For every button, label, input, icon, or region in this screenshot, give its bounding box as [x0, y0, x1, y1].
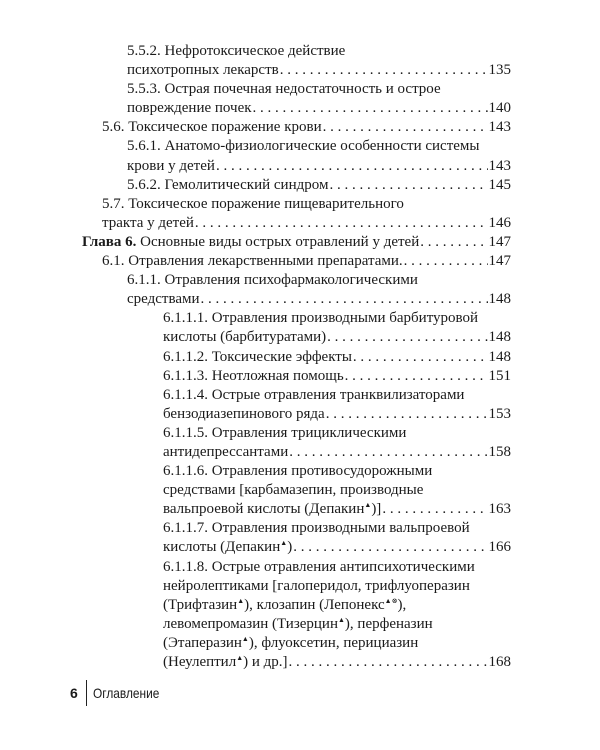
- toc-entry[interactable]: [0, 176, 600, 195]
- toc-title-text: (Этаперазин▲), флуоксетин, перициазин: [163, 634, 419, 651]
- toc-title-text: (Трифтазин▲), клозапин (Лепонекс▲⊗),: [163, 596, 407, 613]
- dot-leader: [289, 653, 488, 672]
- trademark-mark-icon: ▲: [236, 654, 244, 662]
- toc-title-text: 6.1.1.8. Острые отравления антипсихотическими: [163, 558, 475, 575]
- table-of-contents: [0, 42, 600, 672]
- toc-entry[interactable]: [0, 118, 600, 137]
- toc-entry-line: [82, 233, 511, 252]
- dot-leader: [201, 290, 488, 309]
- trademark-mark-icon: ▲: [364, 501, 372, 510]
- toc-title-text: 6.1.1.1. Отравления производными барбитуровой: [163, 310, 479, 327]
- toc-entry-line: [163, 443, 511, 462]
- toc-title-text: 6.1.1. Отравления психофармакологическими: [127, 272, 418, 289]
- toc-entry-title: [102, 252, 403, 271]
- running-header-title: Оглавление: [93, 685, 160, 701]
- toc-entry-title: [127, 138, 479, 154]
- toc-title-text: крови у детей: [127, 157, 215, 174]
- toc-entry-line: [163, 519, 511, 538]
- toc-entry-title: [163, 463, 432, 479]
- trademark-mark-icon: ▲: [241, 634, 249, 643]
- toc-entry-line: [127, 157, 511, 176]
- toc-entry-title: [127, 290, 200, 309]
- toc-title-text: антидепрессантами: [163, 443, 289, 460]
- dot-leader: [420, 233, 487, 252]
- toc-entry-line: [163, 405, 511, 424]
- toc-entry[interactable]: [0, 558, 600, 673]
- toc-entry[interactable]: [0, 386, 600, 424]
- toc-title-text: 6.1.1.3. Неотложная помощь: [163, 367, 344, 384]
- dot-leader: [323, 118, 488, 137]
- dot-leader: [293, 538, 487, 557]
- dot-leader: [289, 443, 487, 462]
- toc-page-number: 145: [488, 176, 511, 193]
- toc-title-text: 5.6.2. Гемолитический синдром: [127, 176, 329, 193]
- toc-page-number: 140: [488, 100, 511, 117]
- toc-entry-title: [163, 348, 352, 367]
- toc-page-number: 148: [488, 329, 511, 346]
- toc-entry-line: [163, 367, 511, 386]
- toc-entry-line: [102, 118, 511, 137]
- dot-leader: [353, 348, 488, 367]
- toc-title-text: кислоты (Депакин▲): [163, 539, 293, 556]
- toc-title-text: средствами [карбамазепин, производные: [163, 482, 424, 499]
- toc-entry-title: [127, 43, 345, 59]
- toc-title-text: 6.1.1.5. Отравления трициклическими: [163, 424, 407, 441]
- toc-title-text: тракта у детей: [102, 214, 194, 231]
- toc-page-number: 143: [488, 157, 511, 174]
- toc-entry-line: [163, 500, 511, 519]
- toc-entry[interactable]: [0, 137, 600, 175]
- toc-entry-line: [163, 558, 511, 577]
- toc-page-number: 158: [488, 443, 511, 460]
- toc-page-number: 151: [488, 367, 511, 384]
- toc-page-number: 146: [488, 214, 511, 231]
- toc-entry-title: [163, 538, 292, 557]
- toc-title-text: 6.1.1.4. Острые отравления транквилизаторами: [163, 386, 465, 403]
- toc-entry[interactable]: [0, 271, 600, 309]
- chapter-label: Глава 6.: [82, 233, 137, 250]
- toc-entry-line: [127, 61, 511, 80]
- dot-leader: [253, 99, 488, 118]
- toc-entry-title: [163, 405, 325, 424]
- toc-title-text: средствами: [127, 291, 200, 308]
- toc-entry-title: [102, 118, 322, 137]
- toc-entry-line: [127, 99, 511, 118]
- toc-entry[interactable]: [0, 80, 600, 118]
- toc-entry-line: [163, 309, 511, 328]
- toc-entry-line: [127, 42, 511, 61]
- toc-entry[interactable]: [0, 233, 600, 252]
- toc-entry-line: [127, 176, 511, 195]
- toc-title-text: психотропных лекарств: [127, 62, 279, 79]
- toc-entry-line: [163, 538, 511, 557]
- dot-leader: [404, 252, 488, 271]
- toc-title-text: 6.1.1.7. Отравления производными вальпроевой: [163, 520, 470, 537]
- toc-entry-title: [127, 272, 418, 288]
- toc-entry-line: [163, 634, 511, 653]
- toc-page-number: 143: [488, 119, 511, 136]
- toc-entry-title: [163, 367, 344, 386]
- toc-entry-line: [127, 80, 511, 99]
- toc-page-number: 153: [488, 405, 511, 422]
- toc-title-text: 5.6. Токсическое поражение крови: [102, 119, 322, 136]
- toc-entry-title: [127, 99, 252, 118]
- toc-entry-title: [163, 520, 470, 536]
- toc-entry-title: [163, 578, 470, 594]
- toc-entry-line: [163, 328, 511, 347]
- toc-entry[interactable]: [0, 348, 600, 367]
- toc-title-text: нейролептиками [галоперидол, трифлуоперазин: [163, 577, 470, 594]
- dot-leader: [382, 500, 487, 519]
- toc-entry-title: [163, 310, 478, 326]
- toc-entry-title: [163, 328, 326, 347]
- toc-entry[interactable]: [0, 309, 600, 347]
- toc-entry-title: [163, 635, 418, 651]
- toc-page-number: 147: [488, 253, 511, 270]
- toc-title-text: 5.5.2. Нефротоксическое действие: [127, 43, 346, 59]
- toc-entry-line: [127, 271, 511, 290]
- trademark-mark-icon: ▲: [237, 596, 245, 605]
- toc-entry-title: [127, 61, 279, 80]
- toc-title-text: 6.1.1.6. Отравления противосудорожными: [163, 463, 433, 480]
- page-footer: [70, 680, 171, 706]
- toc-entry-line: [163, 386, 511, 405]
- toc-entry[interactable]: [0, 424, 600, 462]
- toc-title-text: бензодиазепинового ряда: [163, 405, 325, 422]
- toc-entry-line: [163, 615, 511, 634]
- toc-title-text: кислоты (барбитуратами): [163, 329, 327, 346]
- dot-leader: [280, 61, 488, 80]
- toc-entry[interactable]: [0, 42, 600, 80]
- toc-title-text: Основные виды острых отравлений у детей: [136, 233, 420, 250]
- toc-entry-title: [163, 500, 381, 519]
- toc-entry-title: [163, 425, 406, 441]
- toc-entry-title: [102, 214, 194, 233]
- toc-entry-title: [102, 196, 404, 212]
- toc-entry[interactable]: [0, 252, 600, 271]
- toc-entry[interactable]: [0, 462, 600, 519]
- toc-entry-title: [163, 653, 288, 672]
- toc-entry-line: [127, 137, 511, 156]
- toc-title-text: 5.7. Токсическое поражение пищеварительного: [102, 195, 404, 212]
- toc-entry-line: [102, 252, 511, 271]
- toc-entry-title: [127, 81, 441, 97]
- dot-leader: [345, 367, 488, 386]
- toc-entry-line: [163, 348, 511, 367]
- toc-entry-line: [163, 577, 511, 596]
- toc-title-text: 5.6.1. Анатомо-физиологические особенности системы: [127, 138, 480, 155]
- page-number: 6: [70, 685, 78, 701]
- toc-entry-title: [163, 443, 288, 462]
- toc-title-text: 6.1. Отравления лекарственными препаратами.: [102, 253, 403, 270]
- toc-entry-line: [127, 290, 511, 309]
- toc-title-text: вальпроевой кислоты (Депакин▲)]: [163, 501, 382, 518]
- trademark-mark-icon: ▲: [280, 539, 288, 548]
- toc-entry-line: [163, 481, 511, 500]
- toc-page-number: 135: [488, 62, 511, 79]
- toc-entry[interactable]: [0, 519, 600, 557]
- toc-entry-line: [163, 424, 511, 443]
- trademark-mark-icon: ▲: [337, 615, 345, 624]
- toc-entry-title: [163, 597, 406, 613]
- dot-leader: [195, 214, 488, 233]
- toc-entry[interactable]: [0, 195, 600, 233]
- toc-entry-title: [127, 176, 328, 195]
- toc-entry[interactable]: [0, 367, 600, 386]
- toc-entry-title: [163, 616, 433, 632]
- toc-page-number: 168: [488, 654, 511, 670]
- trademark-mark-icon: ▲⊗: [384, 596, 398, 605]
- toc-entry-title: [163, 559, 475, 575]
- dot-leader: [216, 157, 488, 176]
- toc-page-number: 148: [488, 348, 511, 365]
- toc-title-text: левомепромазин (Тизерцин▲), перфеназин: [163, 615, 433, 632]
- toc-page-number: 166: [488, 539, 511, 556]
- toc-entry-line: [102, 214, 511, 233]
- toc-title-text: 6.1.1.2. Токсические эффекты: [163, 348, 352, 365]
- toc-title-text: (Неулептил▲) и др.]: [163, 654, 288, 670]
- dot-leader: [329, 176, 487, 195]
- toc-entry-line: [163, 653, 511, 672]
- toc-entry-line: [163, 596, 511, 615]
- toc-page-number: 147: [488, 233, 511, 250]
- toc-entry-title: [163, 387, 464, 403]
- toc-page-number: 148: [488, 291, 511, 308]
- toc-entry-line: [163, 462, 511, 481]
- dot-leader: [326, 405, 488, 424]
- footer-divider: [86, 680, 88, 706]
- toc-title-text: повреждение почек: [127, 100, 252, 117]
- toc-entry-title: [127, 157, 215, 176]
- toc-entry-title: [82, 233, 419, 252]
- toc-page-number: 163: [488, 501, 511, 518]
- toc-entry-line: [102, 195, 511, 214]
- toc-entry-title: [163, 482, 423, 498]
- toc-title-text: 5.5.3. Острая почечная недостаточность и острое: [127, 81, 441, 98]
- dot-leader: [327, 328, 487, 347]
